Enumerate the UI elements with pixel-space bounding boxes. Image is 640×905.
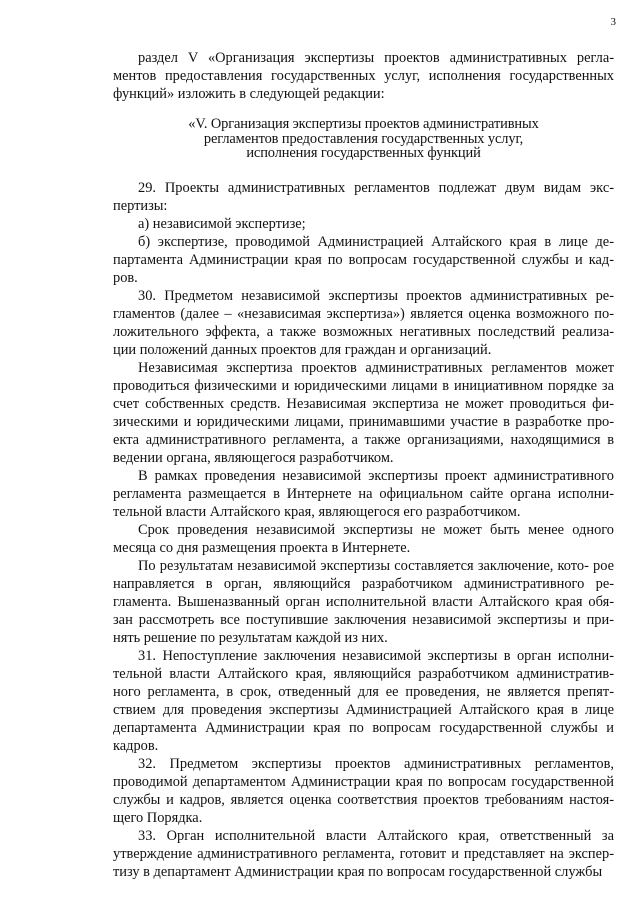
paragraph-29: 29. Проекты административных регламентов подлежат двум видам экс- пертизы:: [113, 179, 614, 214]
item-a: а) независимой экспертизе;: [138, 215, 306, 232]
paragraph-30-2: Независимая экспертиза проектов административных регламентов может проводиться физическими и юридическими лицами в инициативном порядке за счет собственных средств. Независимая экспертиза не может проводиться фи- зическими и юридическими лицами, принимавшими участие в разработке про- екта административного регламента, а также организациями, находящимися в ведении органа, являющегося разработчиком.: [113, 359, 614, 466]
document-body: [113, 49, 614, 881]
paragraph-32: 32. Предметом экспертизы проектов административных регламентов, проводимой департаментом Администрации края по вопросам государственной службы и кадров, является оценка соответствия проектов требованиям настоя- щего Порядка.: [113, 755, 614, 826]
intro-paragraph: [113, 49, 614, 103]
intro-line: функций» изложить в следующей редакции:: [113, 86, 385, 102]
paragraph-33: 33. Орган исполнительной власти Алтайского края, ответственный за утверждение административного регламента, готовит и представляет на экспер- тизу в департамент Администрации края по вопросам государственной службы: [113, 827, 614, 880]
paragraph-30: 30. Предметом независимой экспертизы проектов административных ре- гламентов (далее – «независимая экспертиза») является оценка возможного по- ложительного эффекта, а также возможных негативных последствий реализа- ции положений данных проектов для граждан и организаций.: [113, 287, 614, 358]
intro-line: ментов предоставления государственных услуг, исполнения государственных: [113, 68, 614, 84]
heading-line: «V. Организация экспертизы проектов административных: [188, 116, 539, 132]
heading-line: регламентов предоставления государственных услуг,: [203, 130, 524, 147]
paragraph-30-3: В рамках проведения независимой экспертизы проект административного регламента размещается в Интернете на официальном сайте органа исполни- тельной власти Алтайского края, являющегося его разработчиком.: [113, 467, 614, 520]
paragraph-30-5: По результатам независимой экспертизы составляется заключение, кото- рое направляется в орган, являющийся разработчиком административного ре- гламента. Вышеназванный орган исполнительной власти Алтайского края обя- зан рассмотреть все поступившие заключения независимой экспертизы и при- нять решение по результатам каждой из них.: [113, 557, 614, 646]
intro-line: раздел V «Организация экспертизы проектов административных регла-: [138, 50, 614, 66]
paragraph-31: 31. Непоступление заключения независимой экспертизы в орган исполни- тельной власти Алтайского края, являющийся разработчиком административ- ного регламента, в срок, отведенный для ее проведения, не является препят- ствием для проведения экспертизы Администрацией Алтайского края в лице департамента Администрации края по вопросам государственной службы и кадров.: [113, 647, 614, 754]
paragraph-30-4: Срок проведения независимой экспертизы не может быть менее одного месяца со дня размещения проекта в Интернете.: [113, 521, 614, 556]
page-number: 3: [610, 16, 616, 28]
item-b: б) экспертизе, проводимой Администрацией Алтайского края в лице де- партамента Администрации края по вопросам государственной службы и кад- ров.: [113, 233, 614, 286]
section-heading: [113, 117, 614, 161]
heading-line: исполнения государственных функций: [246, 145, 481, 161]
